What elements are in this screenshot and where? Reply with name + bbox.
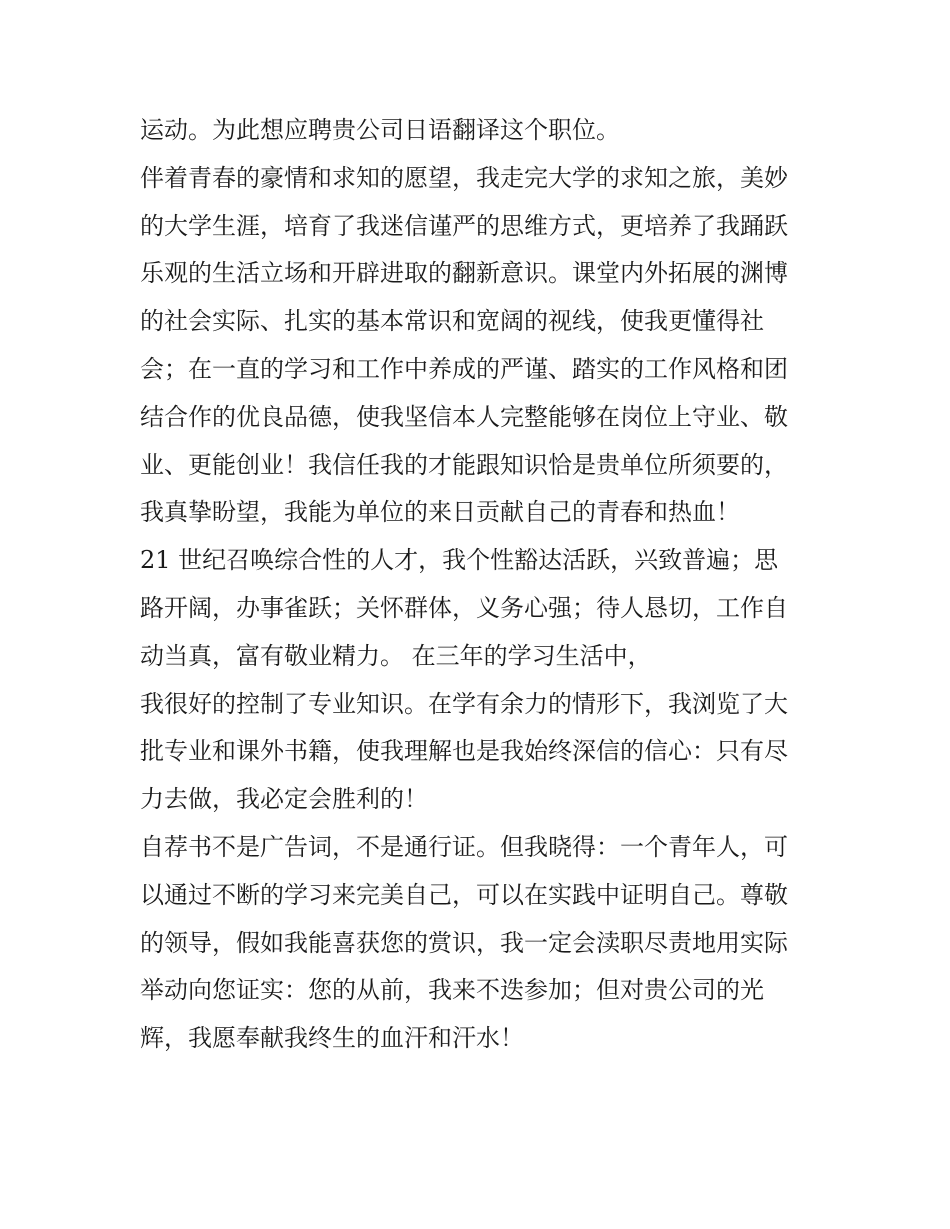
text-line: 乐观的生活立场和开辟进取的翻新意识。课堂内外拓展的渊博 bbox=[140, 259, 788, 288]
text-line: 举动向您证实：您的从前，我来不迭参加；但对贵公司的光 bbox=[140, 976, 764, 1005]
text-line: 运动。为此想应聘贵公司日语翻译这个职位。 bbox=[140, 116, 620, 144]
text-line: 力去做，我必定会胜利的！ bbox=[140, 785, 428, 814]
text-line: 路开阔，办事雀跃；关怀群体，义务心强；待人恳切，工作自 bbox=[140, 593, 788, 622]
text-line: 辉，我愿奉献我终生的血汗和汗水！ bbox=[140, 1024, 524, 1053]
text-line: 结合作的优良品德，使我坚信本人完整能够在岗位上守业、敬 bbox=[140, 402, 788, 431]
body-text bbox=[140, 107, 820, 1063]
text-line: 以通过不断的学习来完美自己，可以在实践中证明自己。尊敬 bbox=[140, 880, 788, 909]
text-line: 的大学生涯，培育了我迷信谨严的思维方式，更培养了我踊跃 bbox=[140, 211, 788, 240]
text-line: 自荐书不是广告词，不是通行证。但我晓得：一个青年人，可 bbox=[140, 832, 788, 861]
text-line: 的社会实际、扎实的基本常识和宽阔的视线，使我更懂得社 bbox=[140, 307, 764, 336]
text-line: 动当真，富有敬业精力。 在三年的学习生活中， bbox=[140, 641, 652, 670]
text-line: 我真挚盼望，我能为单位的来日贡献自己的青春和热血！ bbox=[140, 498, 740, 527]
text-line: 我很好的控制了专业知识。在学有余力的情形下，我浏览了大 bbox=[140, 689, 788, 718]
text-line: 21 世纪召唤综合性的人才，我个性豁达活跃，兴致普遍；思 bbox=[140, 546, 779, 575]
text-line: 业、更能创业！我信任我的才能跟知识恰是贵单位所须要的， bbox=[140, 450, 788, 479]
text-line: 伴着青春的豪情和求知的愿望，我走完大学的求知之旅，美妙 bbox=[140, 163, 788, 192]
text-line: 批专业和课外书籍，使我理解也是我始终深信的信心：只有尽 bbox=[140, 737, 788, 766]
text-line: 会；在一直的学习和工作中养成的严谨、踏实的工作风格和团 bbox=[140, 354, 788, 383]
text-line: 的领导，假如我能喜获您的赏识，我一定会渎职尽责地用实际 bbox=[140, 928, 788, 957]
